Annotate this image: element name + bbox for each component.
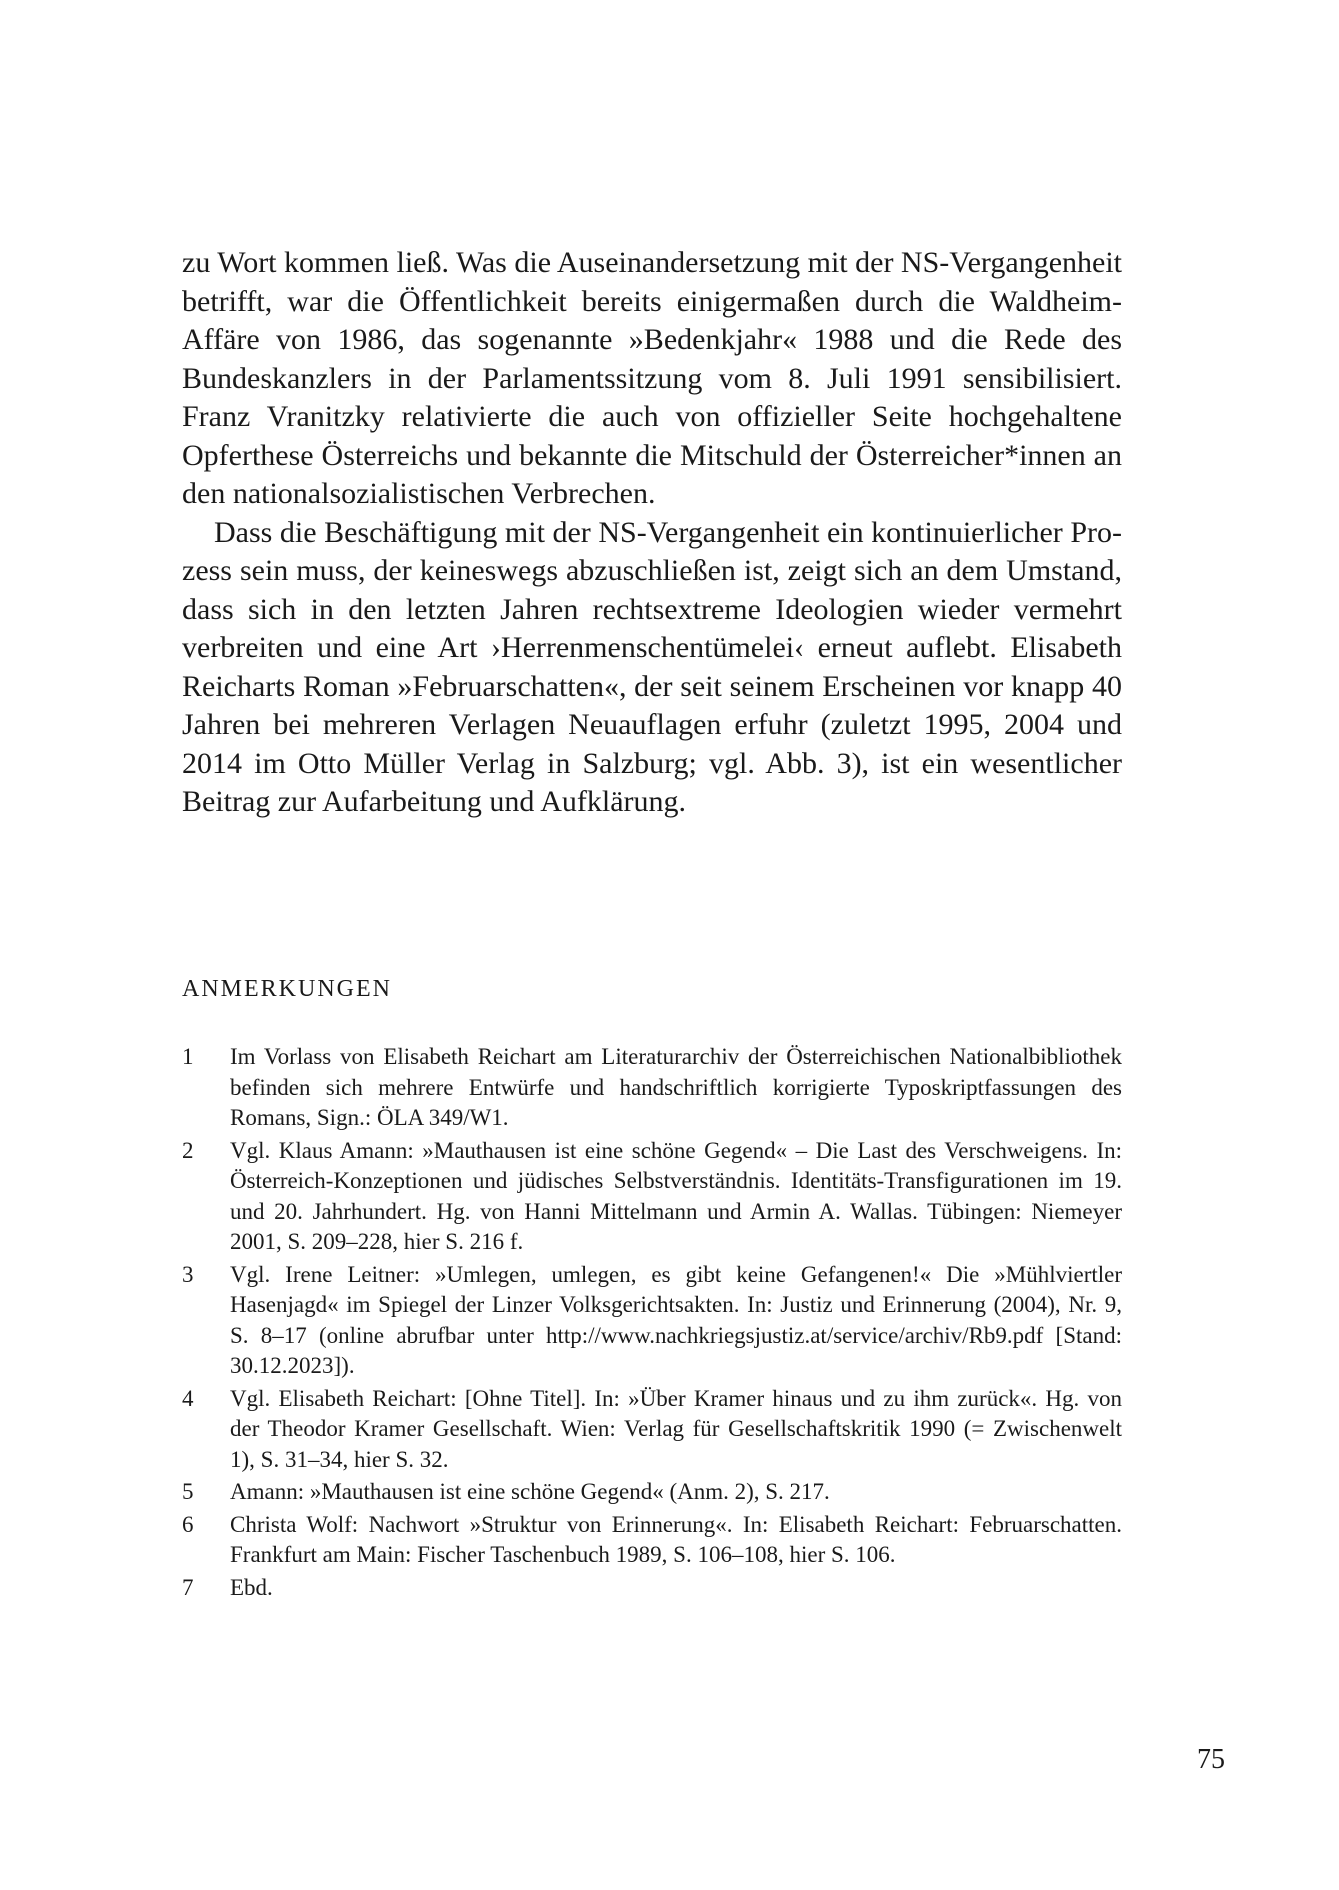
endnote [182, 1260, 1122, 1382]
paragraph: zu Wort kommen ließ. Was die Auseinandersetzung mit der NS-Vergangenheit betrifft, war die Öffentlichkeit bereits einigermaßen durch die Waldheim-Affäre von 1986, das sogenannte »Bedenkjahr« 1988 und die Rede des Bundeskanzlers in der Parlamentssitzung vom 8. Juli 1991 sensibilisiert. Franz Vranitzky relativierte die auch von offizieller Seite hochgehaltene Opferthese Österreichs und bekannte die Mitschuld der Österreicher*innen an den nationalsozialistischen Verbrechen. [182, 246, 1122, 510]
endnote-number: 1 [182, 1044, 194, 1069]
notes-heading: ANMERKUNGEN [182, 976, 392, 1002]
endnote-number: 7 [182, 1574, 194, 1600]
main-text [182, 244, 1122, 822]
endnote [182, 1042, 1122, 1134]
endnote [182, 1573, 1122, 1604]
endnote-number: 2 [182, 1137, 194, 1163]
endnote [182, 1384, 1122, 1476]
endnote [182, 1136, 1122, 1258]
endnote [182, 1510, 1122, 1571]
page-number: 75 [1197, 1744, 1225, 1775]
endnote-text: Amann: »Mauthausen ist eine schöne Gegend« (Anm. 2), S. 217. [230, 1479, 830, 1504]
endnotes-list [182, 1042, 1122, 1605]
endnote-number: 3 [182, 1261, 194, 1287]
endnote-text: Im Vorlass von Elisabeth Reichart am Literaturarchiv der Österreichischen Nationalbibliothek befinden sich mehrere Entwürfe und handschriftlich korrigierte Typoskriptfassungen des Romans, Sign.: ÖLA 349/W1. [230, 1044, 1122, 1130]
paragraph: Dass die Beschäftigung mit der NS-Vergangenheit ein kontinuierlicher Prozess sein muss, der keineswegs abzuschließen ist, zeigt sich an dem Umstand, dass sich in den letzten Jahren rechtsextreme Ideologien wieder vermehrt verbreiten und eine Art ›Herrenmenschentümelei‹ erneut auflebt. Elisabeth Reicharts Roman »Februarschatten«, der seit seinem Erscheinen vor knapp 40 Jahren bei mehreren Verlagen Neuauflagen erfuhr (zuletzt 1995, 2004 und 2014 im Otto Müller Verlag in Salzburg; vgl. Abb. 3), ist ein wesentlicher Beitrag zur Aufarbeitung und Aufklärung. [182, 515, 1122, 818]
endnote-number: 6 [182, 1511, 194, 1537]
endnote-text: Ebd. [230, 1574, 273, 1600]
endnote-text: Christa Wolf: Nachwort »Struktur von Erinnerung«. In: Elisabeth Reichart: Februarschatten. Frankfurt am Main: Fischer Taschenbuch 1989, S. 106–108, hier S. 106. [230, 1511, 1122, 1567]
endnote-number: 4 [182, 1385, 194, 1411]
endnote-text: Vgl. Irene Leitner: »Umlegen, umlegen, es gibt keine Gefangenen!« Die »Mühlviertler Hasenjagd« im Spiegel der Linzer Volksgerichtsakten. In: Justiz und Erinnerung (2004), Nr. 9, S. 8–17 (online abrufbar unter http://www.nachkriegsjustiz.at/service/archiv/Rb9.pdf [Stand: 30.12.2023]). [230, 1261, 1122, 1378]
endnote-text: Vgl. Klaus Amann: »Mauthausen ist eine schöne Gegend« – Die Last des Verschweigens. In: Österreich-Konzeptionen und jüdisches Selbstverständnis. Identitäts-Transfigurationen im 19. und 20. Jahrhundert. Hg. von Hanni Mittelmann und Armin A. Wallas. Tübingen: Niemeyer 2001, S. 209–228, hier S. 216 f. [230, 1137, 1122, 1254]
endnote [182, 1477, 1122, 1508]
endnote-text: Vgl. Elisabeth Reichart: [Ohne Titel]. In: »Über Kramer hinaus und zu ihm zurück«. Hg. von der Theodor Kramer Gesellschaft. Wien: Verlag für Gesellschaftskritik 1990 (= Zwischenwelt 1), S. 31–34, hier S. 32. [230, 1385, 1122, 1472]
endnote-number: 5 [182, 1479, 194, 1504]
